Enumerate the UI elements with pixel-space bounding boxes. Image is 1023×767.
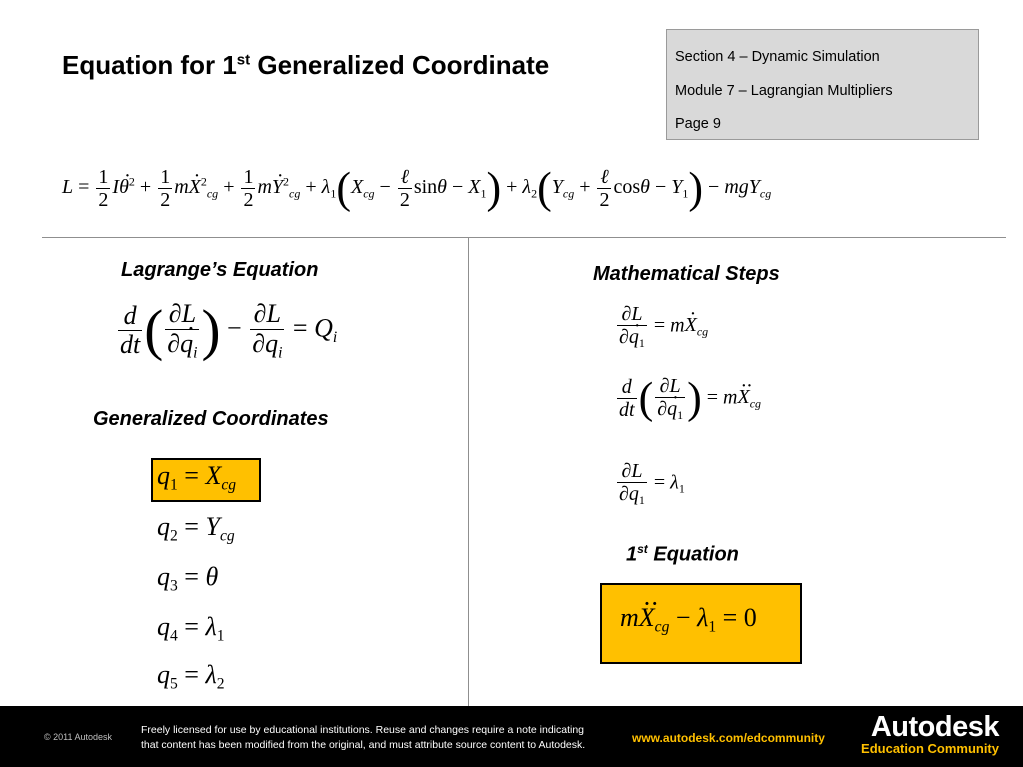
coordinate-q1: $q_1 = X_{cg}$ bbox=[157, 461, 237, 494]
lagrangian-equation: L = $\frac{1}{2}$ $I\cdot \theta^2$ + $\frac{1}{2}$ $m\cdot X^2_{cg}$ + $\frac{1}{2}$ $m\cdot Y^2_{cg} + \lambda_1(X_{cg}$ − $\frac{\text{ℓ}}{2}$ $\sin\theta - X_1) + \lambda_2(Y_{cg}$ + $\frac{\text{ℓ}}{2}$ $\cos\theta - Y_1) - mgY_{cg}$ bbox=[62, 166, 771, 211]
first-equation-heading: 1st Equation bbox=[626, 542, 739, 566]
coordinate-q3: $q_3 = \theta$ bbox=[157, 562, 219, 595]
section-label: Section 4 – Dynamic Simulation bbox=[675, 49, 880, 65]
coordinate-q5: $q_5 = \lambda_2$ bbox=[157, 660, 225, 693]
page-label: Page 9 bbox=[675, 116, 721, 132]
coordinate-q4: $q_4 = \lambda_1$ bbox=[157, 612, 225, 645]
step-partial-dqdot: $\frac{\partial L}{\partial\cdot q_1}$ = $m\cdot X_{cg}$ bbox=[615, 303, 708, 350]
license-text bbox=[141, 723, 585, 753]
horizontal-divider bbox=[42, 237, 1006, 238]
coordinate-q2: $q_2 = Y_{cg}$ bbox=[157, 512, 235, 545]
brand-subtitle: Education Community bbox=[861, 741, 999, 756]
first-equation: $m\cdot\cdot X_{cg} - \lambda_1 = 0$ bbox=[620, 603, 757, 636]
slide-title: Equation for 1st Generalized Coordinate bbox=[62, 50, 550, 80]
mathematical-steps-heading: Mathematical Steps bbox=[593, 263, 780, 285]
footer-bar bbox=[0, 706, 1023, 767]
section-info-box bbox=[666, 29, 979, 140]
step-partial-dq: $\frac{\partial L}{\partial q_1}$ = $\lambda_1$ bbox=[619, 460, 685, 508]
lagrange-equation: $\frac{d}{dt}$ ( $\frac{\partial L}{\partial\cdot q_i}$ ) − $\frac{\partial L}{\partial q_i}$ = $Q_i$ bbox=[116, 300, 337, 361]
module-label: Module 7 – Lagrangian Multipliers bbox=[675, 82, 893, 99]
lagrange-equation-heading: Lagrange’s Equation bbox=[121, 259, 319, 281]
generalized-coordinates-heading: Generalized Coordinates bbox=[93, 408, 329, 430]
autodesk-logo bbox=[861, 712, 999, 756]
license-line-2: that content has been modified from the original, and must attribute source content to Autodesk. bbox=[141, 739, 586, 751]
edcommunity-link[interactable]: www.autodesk.com/edcommunity bbox=[632, 731, 825, 745]
step-time-derivative: $\frac{d}{dt}$ ( $\frac{\partial L}{\partial\cdot q_1}$ ) = $m\cdot\cdot X_{cg}$ bbox=[615, 375, 761, 422]
vertical-divider bbox=[468, 238, 469, 708]
copyright-text: © 2011 Autodesk bbox=[44, 732, 113, 742]
brand-name: Autodesk bbox=[870, 711, 999, 743]
license-line-1: Freely licensed for use by educational institutions. Reuse and changes require a note indicating bbox=[141, 724, 585, 736]
